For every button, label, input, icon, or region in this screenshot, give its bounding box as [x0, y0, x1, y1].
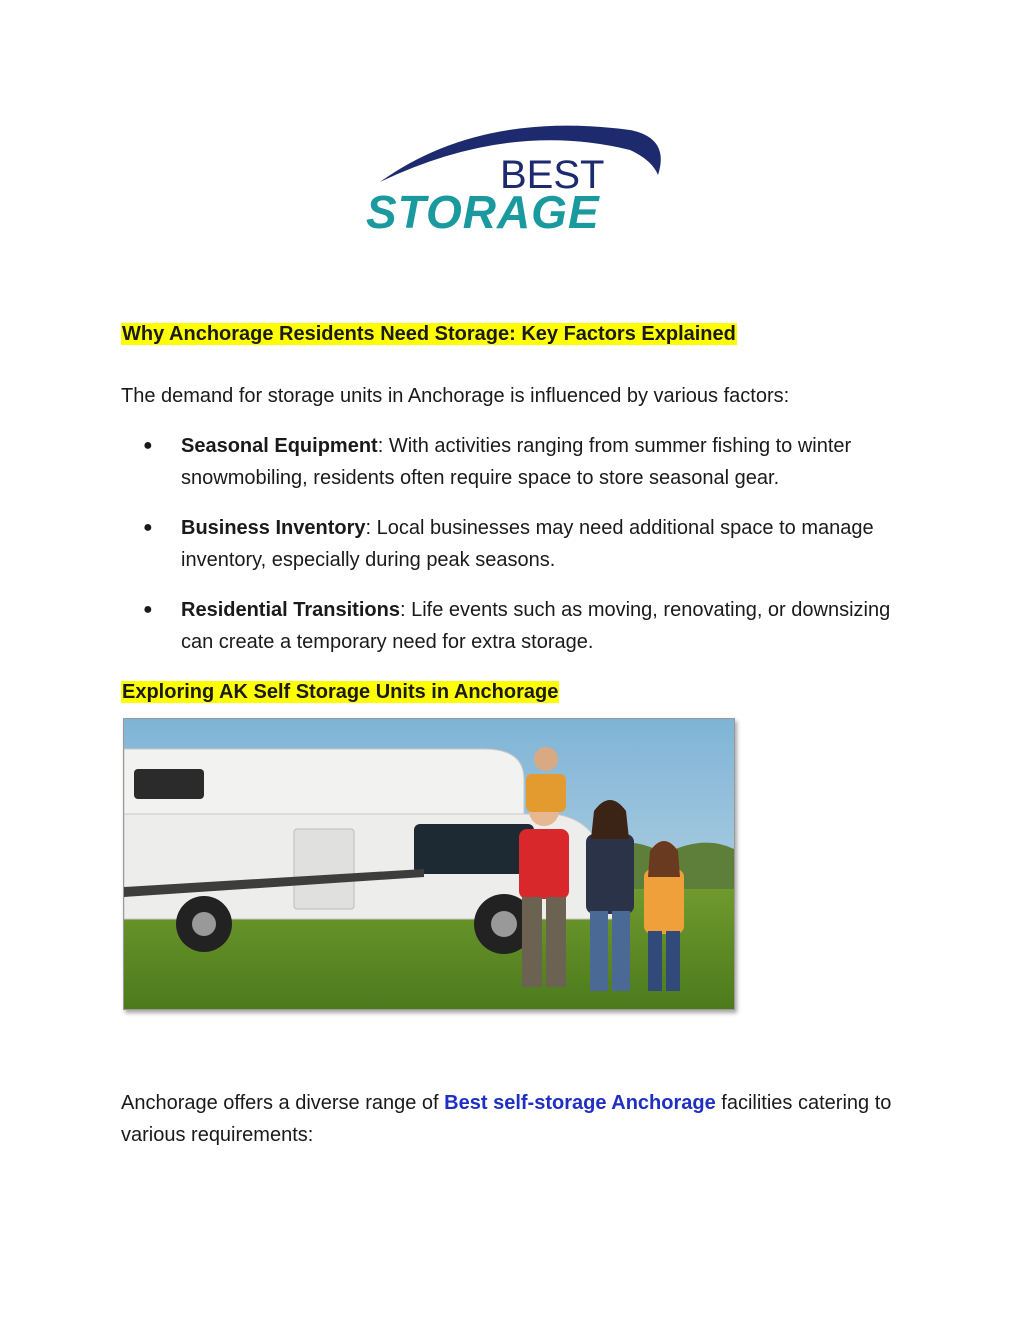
logo-line2: STORAGE — [366, 186, 600, 238]
list-item-text: : With activities ranging from summer fishing to winter snowmobiling, residents often require space to store seasonal gear. — [181, 435, 852, 489]
section1-heading-text: Why Anchorage Residents Need Storage: Key Factors Explained — [122, 323, 736, 345]
best-self-storage-link[interactable]: Best self-storage Anchorage — [444, 1092, 716, 1114]
logo-line1: BEST — [500, 153, 605, 197]
section1-heading — [121, 318, 911, 350]
list-item-text: : Life events such as moving, renovating, or downsizing can create a temporary need for extra storage. — [181, 599, 891, 653]
section1-intro: The demand for storage units in Anchorage is influenced by various factors: — [121, 385, 790, 407]
best-storage-logo — [360, 120, 665, 240]
family-with-rv-photo — [123, 718, 735, 1010]
list-item — [121, 430, 911, 494]
photo-illustration — [124, 719, 734, 1009]
list-item-text: : Local businesses may need additional space to manage inventory, especially during peak seasons. — [181, 517, 874, 571]
logo-graphic — [360, 120, 665, 240]
bullet-icon: ● — [143, 437, 153, 454]
outro-paragraph — [121, 1087, 921, 1151]
section2-heading-text: Exploring AK Self Storage Units in Anchorage — [122, 681, 559, 703]
list-item — [121, 512, 911, 576]
bullet-icon: ● — [143, 519, 153, 536]
list-item — [121, 594, 911, 658]
section2-heading — [121, 676, 911, 708]
outro-text-after: facilities catering to various requirements: — [121, 1092, 892, 1146]
list-item-title: Business Inventory — [181, 517, 366, 539]
article-body — [121, 318, 911, 708]
list-item-title: Residential Transitions — [181, 599, 400, 621]
bullet-icon: ● — [143, 601, 153, 618]
factors-list — [121, 430, 911, 658]
outro-text-before: Anchorage offers a diverse range of — [121, 1092, 445, 1114]
list-item-title: Seasonal Equipment — [181, 435, 378, 457]
